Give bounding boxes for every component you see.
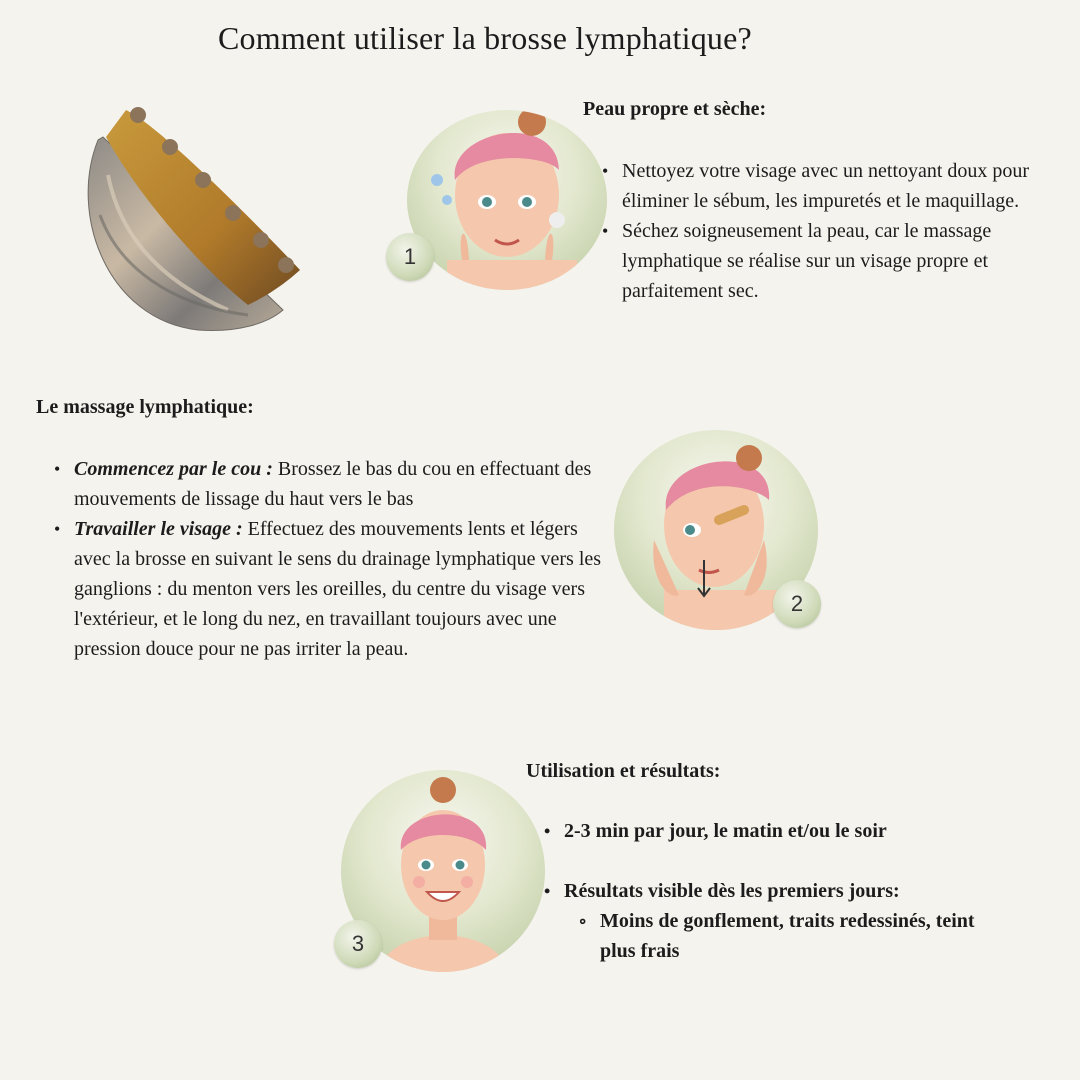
step1-badge: 1 <box>386 233 434 281</box>
step1-illustration <box>407 110 607 290</box>
list-item-text: Brossez le bas du cou en effectuant des mouvements de lissage du haut vers le bas <box>74 458 592 510</box>
step3-badge: 3 <box>334 920 382 968</box>
step3-list <box>542 816 1062 966</box>
list-item: • Nettoyez votre visage avec un nettoyant doux pour éliminer le sébum, les impuretés et le maquillage. <box>600 156 1060 216</box>
list-item-text: Effectuez des mouvements lents et légers avec la brosse en suivant le sens du drainage lymphatique vers les ganglions : du menton vers les oreilles, du centre du visage vers l'extérieur, et le long du nez, en travaillant toujours avec une pression douce pour ne pas irriter la peau. <box>74 518 602 660</box>
face-cleansing-icon <box>407 110 607 290</box>
step2-heading: Le massage lymphatique: <box>36 396 254 418</box>
list-item: • 2-3 min par jour, le matin et/ou le soir <box>542 816 1062 846</box>
list-item-lead: Travailler le visage : <box>74 518 243 540</box>
step1-list <box>600 156 1060 306</box>
step1-heading: Peau propre et sèche: <box>583 98 767 120</box>
step3-sublist <box>578 906 978 966</box>
step3-heading: Utilisation et résultats: <box>526 760 721 782</box>
list-item-lead: Commencez par le cou : <box>74 458 273 480</box>
list-item-text: Résultats visible dès les premiers jours: <box>564 880 900 902</box>
list-item <box>52 454 612 514</box>
list-item: • Séchez soigneusement la peau, car le massage lymphatique se réalise sur un visage propre et parfaitement sec. <box>600 216 1060 306</box>
page-title: Comment utiliser la brosse lymphatique? <box>218 20 752 56</box>
sub-list-item: ∘ Moins de gonflement, traits redessinés, teint plus frais <box>578 906 978 966</box>
lymphatic-brush-icon <box>78 105 308 335</box>
step2-list <box>52 454 612 664</box>
list-item <box>52 514 612 664</box>
step2-badge: 2 <box>773 580 821 628</box>
list-item <box>542 876 1062 966</box>
